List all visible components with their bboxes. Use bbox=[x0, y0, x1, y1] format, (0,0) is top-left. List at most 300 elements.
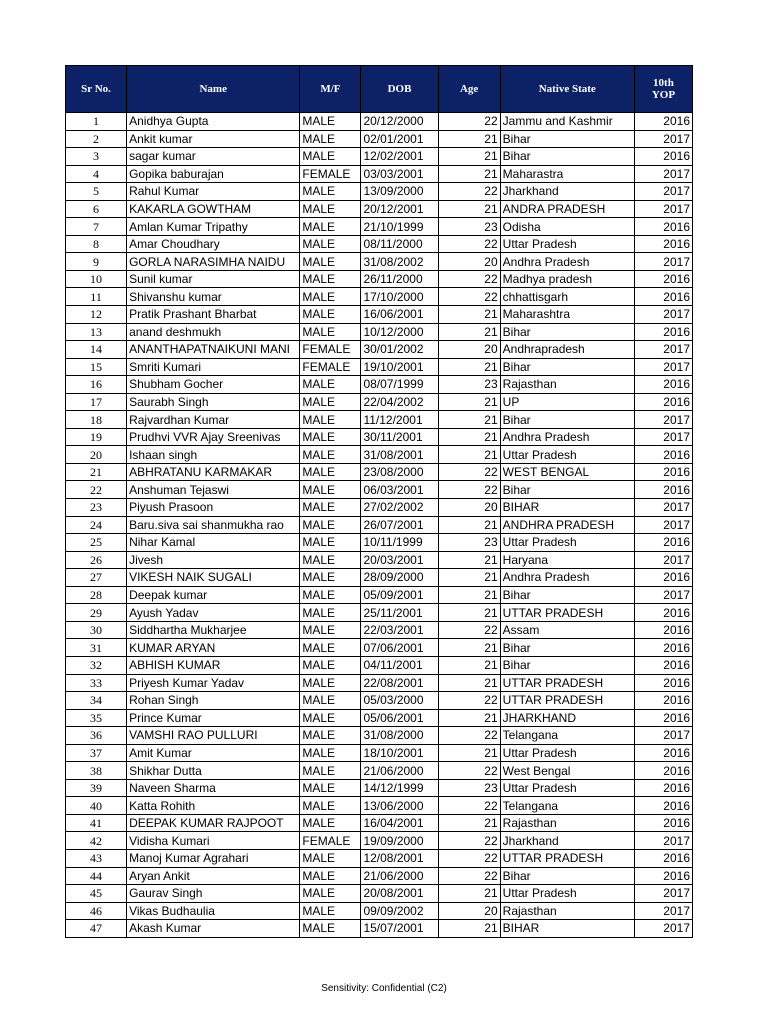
cell-sr-no: 7 bbox=[66, 218, 127, 236]
cell-name: Amlan Kumar Tripathy bbox=[127, 218, 300, 236]
cell-sr-no: 44 bbox=[66, 867, 127, 885]
table-row bbox=[66, 551, 693, 569]
cell-age: 21 bbox=[438, 200, 500, 218]
cell-sr-no: 35 bbox=[66, 709, 127, 727]
cell-yop: 2016 bbox=[634, 849, 692, 867]
cell-name: Shubham Gocher bbox=[127, 376, 300, 394]
cell-native-state: Assam bbox=[500, 621, 634, 639]
cell-sr-no: 25 bbox=[66, 534, 127, 552]
cell-name: Ankit kumar bbox=[127, 130, 300, 148]
cell-name: Jivesh bbox=[127, 551, 300, 569]
cell-gender: MALE bbox=[300, 639, 361, 657]
cell-native-state: Bihar bbox=[500, 586, 634, 604]
cell-yop: 2016 bbox=[634, 534, 692, 552]
cell-native-state: Bihar bbox=[500, 358, 634, 376]
cell-sr-no: 38 bbox=[66, 762, 127, 780]
cell-dob: 09/09/2002 bbox=[361, 902, 438, 920]
cell-yop: 2016 bbox=[634, 762, 692, 780]
cell-age: 22 bbox=[438, 849, 500, 867]
cell-gender: FEMALE bbox=[300, 341, 361, 359]
table-row bbox=[66, 218, 693, 236]
cell-name: ANANTHAPATNAIKUNI MANI bbox=[127, 341, 300, 359]
cell-gender: MALE bbox=[300, 235, 361, 253]
cell-yop: 2017 bbox=[634, 306, 692, 324]
cell-native-state: Rajasthan bbox=[500, 814, 634, 832]
cell-native-state: Madhya pradesh bbox=[500, 270, 634, 288]
cell-name: DEEPAK KUMAR RAJPOOT bbox=[127, 814, 300, 832]
cell-name: anand deshmukh bbox=[127, 323, 300, 341]
cell-sr-no: 3 bbox=[66, 148, 127, 166]
cell-yop: 2016 bbox=[634, 323, 692, 341]
table-row bbox=[66, 323, 693, 341]
table-row bbox=[66, 586, 693, 604]
cell-gender: MALE bbox=[300, 727, 361, 745]
cell-native-state: chhattisgarh bbox=[500, 288, 634, 306]
header-yop: 10th YOP bbox=[634, 66, 692, 113]
cell-sr-no: 17 bbox=[66, 393, 127, 411]
cell-age: 21 bbox=[438, 569, 500, 587]
cell-sr-no: 20 bbox=[66, 446, 127, 464]
cell-name: Rahul Kumar bbox=[127, 183, 300, 201]
table-row bbox=[66, 569, 693, 587]
cell-native-state: UTTAR PRADESH bbox=[500, 849, 634, 867]
cell-dob: 12/02/2001 bbox=[361, 148, 438, 166]
cell-gender: MALE bbox=[300, 130, 361, 148]
table-row bbox=[66, 358, 693, 376]
cell-sr-no: 28 bbox=[66, 586, 127, 604]
cell-dob: 27/02/2002 bbox=[361, 499, 438, 517]
cell-sr-no: 9 bbox=[66, 253, 127, 271]
cell-name: Piyush Prasoon bbox=[127, 499, 300, 517]
cell-age: 21 bbox=[438, 446, 500, 464]
cell-native-state: Bihar bbox=[500, 411, 634, 429]
cell-native-state: Bihar bbox=[500, 148, 634, 166]
cell-yop: 2017 bbox=[634, 499, 692, 517]
cell-age: 20 bbox=[438, 499, 500, 517]
cell-gender: MALE bbox=[300, 797, 361, 815]
cell-yop: 2017 bbox=[634, 130, 692, 148]
cell-age: 21 bbox=[438, 393, 500, 411]
table-row bbox=[66, 639, 693, 657]
cell-name: Pratik Prashant Bharbat bbox=[127, 306, 300, 324]
cell-sr-no: 30 bbox=[66, 621, 127, 639]
cell-yop: 2017 bbox=[634, 200, 692, 218]
cell-yop: 2016 bbox=[634, 604, 692, 622]
cell-sr-no: 42 bbox=[66, 832, 127, 850]
cell-gender: MALE bbox=[300, 481, 361, 499]
header-gender: M/F bbox=[300, 66, 361, 113]
cell-dob: 31/08/2002 bbox=[361, 253, 438, 271]
cell-sr-no: 47 bbox=[66, 920, 127, 938]
cell-age: 23 bbox=[438, 534, 500, 552]
cell-native-state: ANDRA PRADESH bbox=[500, 200, 634, 218]
cell-dob: 10/12/2000 bbox=[361, 323, 438, 341]
student-table bbox=[65, 65, 693, 938]
cell-name: Baru.siva sai shanmukha rao bbox=[127, 516, 300, 534]
cell-yop: 2016 bbox=[634, 692, 692, 710]
cell-dob: 28/09/2000 bbox=[361, 569, 438, 587]
cell-sr-no: 40 bbox=[66, 797, 127, 815]
cell-dob: 05/03/2000 bbox=[361, 692, 438, 710]
cell-gender: MALE bbox=[300, 604, 361, 622]
cell-age: 23 bbox=[438, 376, 500, 394]
cell-native-state: Andhra Pradesh bbox=[500, 569, 634, 587]
cell-dob: 22/03/2001 bbox=[361, 621, 438, 639]
cell-name: Shikhar Dutta bbox=[127, 762, 300, 780]
cell-native-state: WEST BENGAL bbox=[500, 463, 634, 481]
cell-gender: MALE bbox=[300, 709, 361, 727]
cell-dob: 22/04/2002 bbox=[361, 393, 438, 411]
cell-age: 22 bbox=[438, 288, 500, 306]
table-row bbox=[66, 885, 693, 903]
cell-sr-no: 43 bbox=[66, 849, 127, 867]
cell-dob: 18/10/2001 bbox=[361, 744, 438, 762]
cell-sr-no: 1 bbox=[66, 113, 127, 131]
cell-gender: MALE bbox=[300, 253, 361, 271]
cell-name: sagar kumar bbox=[127, 148, 300, 166]
cell-sr-no: 22 bbox=[66, 481, 127, 499]
table-row bbox=[66, 797, 693, 815]
cell-gender: MALE bbox=[300, 200, 361, 218]
cell-native-state: Uttar Pradesh bbox=[500, 885, 634, 903]
cell-native-state: Bihar bbox=[500, 867, 634, 885]
cell-name: Siddhartha Mukharjee bbox=[127, 621, 300, 639]
cell-dob: 08/07/1999 bbox=[361, 376, 438, 394]
cell-yop: 2016 bbox=[634, 674, 692, 692]
header-row bbox=[66, 66, 693, 113]
cell-native-state: BIHAR bbox=[500, 499, 634, 517]
cell-dob: 05/06/2001 bbox=[361, 709, 438, 727]
cell-yop: 2016 bbox=[634, 270, 692, 288]
cell-gender: MALE bbox=[300, 411, 361, 429]
header-sr-no: Sr No. bbox=[66, 66, 127, 113]
cell-name: KUMAR ARYAN bbox=[127, 639, 300, 657]
cell-sr-no: 4 bbox=[66, 165, 127, 183]
cell-yop: 2017 bbox=[634, 727, 692, 745]
cell-sr-no: 36 bbox=[66, 727, 127, 745]
cell-name: GORLA NARASIMHA NAIDU bbox=[127, 253, 300, 271]
cell-name: Akash Kumar bbox=[127, 920, 300, 938]
cell-name: Gaurav Singh bbox=[127, 885, 300, 903]
cell-native-state: Maharastra bbox=[500, 165, 634, 183]
table-row bbox=[66, 183, 693, 201]
cell-sr-no: 41 bbox=[66, 814, 127, 832]
cell-gender: FEMALE bbox=[300, 165, 361, 183]
cell-gender: MALE bbox=[300, 428, 361, 446]
cell-name: Deepak kumar bbox=[127, 586, 300, 604]
cell-yop: 2016 bbox=[634, 463, 692, 481]
cell-gender: MALE bbox=[300, 183, 361, 201]
cell-native-state: UTTAR PRADESH bbox=[500, 692, 634, 710]
cell-native-state: Odisha bbox=[500, 218, 634, 236]
cell-native-state: Bihar bbox=[500, 639, 634, 657]
cell-native-state: Andhrapradesh bbox=[500, 341, 634, 359]
cell-gender: MALE bbox=[300, 148, 361, 166]
cell-native-state: UTTAR PRADESH bbox=[500, 604, 634, 622]
table-row bbox=[66, 709, 693, 727]
table-row bbox=[66, 779, 693, 797]
cell-dob: 13/06/2000 bbox=[361, 797, 438, 815]
cell-age: 21 bbox=[438, 656, 500, 674]
cell-sr-no: 24 bbox=[66, 516, 127, 534]
table-row bbox=[66, 692, 693, 710]
cell-yop: 2016 bbox=[634, 867, 692, 885]
cell-name: Priyesh Kumar Yadav bbox=[127, 674, 300, 692]
cell-dob: 13/09/2000 bbox=[361, 183, 438, 201]
cell-name: Katta Rohith bbox=[127, 797, 300, 815]
cell-age: 21 bbox=[438, 920, 500, 938]
cell-sr-no: 31 bbox=[66, 639, 127, 657]
cell-yop: 2016 bbox=[634, 569, 692, 587]
cell-name: Amar Choudhary bbox=[127, 235, 300, 253]
cell-yop: 2016 bbox=[634, 814, 692, 832]
cell-native-state: Jharkhand bbox=[500, 183, 634, 201]
cell-sr-no: 6 bbox=[66, 200, 127, 218]
table-row bbox=[66, 902, 693, 920]
cell-dob: 21/06/2000 bbox=[361, 762, 438, 780]
cell-native-state: Jharkhand bbox=[500, 832, 634, 850]
table-row bbox=[66, 130, 693, 148]
cell-yop: 2016 bbox=[634, 709, 692, 727]
cell-age: 21 bbox=[438, 306, 500, 324]
cell-native-state: UTTAR PRADESH bbox=[500, 674, 634, 692]
cell-native-state: Uttar Pradesh bbox=[500, 446, 634, 464]
cell-name: Smriti Kumari bbox=[127, 358, 300, 376]
table-row bbox=[66, 920, 693, 938]
table-row bbox=[66, 534, 693, 552]
cell-sr-no: 13 bbox=[66, 323, 127, 341]
cell-dob: 26/07/2001 bbox=[361, 516, 438, 534]
cell-native-state: Telangana bbox=[500, 727, 634, 745]
cell-dob: 20/12/2000 bbox=[361, 113, 438, 131]
cell-gender: MALE bbox=[300, 218, 361, 236]
cell-gender: FEMALE bbox=[300, 358, 361, 376]
cell-age: 21 bbox=[438, 674, 500, 692]
cell-age: 23 bbox=[438, 779, 500, 797]
cell-native-state: Bihar bbox=[500, 323, 634, 341]
cell-native-state: Uttar Pradesh bbox=[500, 235, 634, 253]
cell-dob: 15/07/2001 bbox=[361, 920, 438, 938]
cell-yop: 2017 bbox=[634, 165, 692, 183]
cell-dob: 31/08/2001 bbox=[361, 446, 438, 464]
cell-yop: 2017 bbox=[634, 832, 692, 850]
cell-yop: 2017 bbox=[634, 586, 692, 604]
cell-dob: 26/11/2000 bbox=[361, 270, 438, 288]
table-row bbox=[66, 499, 693, 517]
cell-age: 23 bbox=[438, 218, 500, 236]
cell-dob: 25/11/2001 bbox=[361, 604, 438, 622]
table-row bbox=[66, 481, 693, 499]
table-row bbox=[66, 656, 693, 674]
cell-sr-no: 34 bbox=[66, 692, 127, 710]
cell-age: 20 bbox=[438, 902, 500, 920]
header-age: Age bbox=[438, 66, 500, 113]
cell-dob: 22/08/2001 bbox=[361, 674, 438, 692]
cell-sr-no: 23 bbox=[66, 499, 127, 517]
table-row bbox=[66, 428, 693, 446]
cell-dob: 23/08/2000 bbox=[361, 463, 438, 481]
cell-native-state: West Bengal bbox=[500, 762, 634, 780]
cell-age: 20 bbox=[438, 253, 500, 271]
cell-dob: 02/01/2001 bbox=[361, 130, 438, 148]
cell-name: Saurabh Singh bbox=[127, 393, 300, 411]
cell-age: 21 bbox=[438, 428, 500, 446]
cell-gender: MALE bbox=[300, 270, 361, 288]
cell-yop: 2016 bbox=[634, 621, 692, 639]
cell-age: 22 bbox=[438, 481, 500, 499]
cell-name: Vidisha Kumari bbox=[127, 832, 300, 850]
cell-age: 22 bbox=[438, 762, 500, 780]
cell-native-state: Jammu and Kashmir bbox=[500, 113, 634, 131]
cell-age: 21 bbox=[438, 814, 500, 832]
cell-sr-no: 16 bbox=[66, 376, 127, 394]
cell-sr-no: 27 bbox=[66, 569, 127, 587]
table-row bbox=[66, 814, 693, 832]
cell-sr-no: 45 bbox=[66, 885, 127, 903]
cell-dob: 17/10/2000 bbox=[361, 288, 438, 306]
cell-yop: 2017 bbox=[634, 885, 692, 903]
cell-dob: 20/08/2001 bbox=[361, 885, 438, 903]
table-row bbox=[66, 270, 693, 288]
cell-age: 21 bbox=[438, 165, 500, 183]
cell-gender: MALE bbox=[300, 288, 361, 306]
table-row bbox=[66, 253, 693, 271]
cell-sr-no: 39 bbox=[66, 779, 127, 797]
cell-name: Anidhya Gupta bbox=[127, 113, 300, 131]
sensitivity-footer: Sensitivity: Confidential (C2) bbox=[321, 983, 447, 994]
cell-name: Prudhvi VVR Ajay Sreenivas bbox=[127, 428, 300, 446]
cell-age: 22 bbox=[438, 463, 500, 481]
cell-name: Rajvardhan Kumar bbox=[127, 411, 300, 429]
table-row bbox=[66, 393, 693, 411]
cell-native-state: Maharashtra bbox=[500, 306, 634, 324]
cell-native-state: BIHAR bbox=[500, 920, 634, 938]
cell-yop: 2016 bbox=[634, 481, 692, 499]
cell-gender: MALE bbox=[300, 656, 361, 674]
cell-gender: FEMALE bbox=[300, 832, 361, 850]
cell-gender: MALE bbox=[300, 849, 361, 867]
cell-native-state: Uttar Pradesh bbox=[500, 534, 634, 552]
cell-yop: 2017 bbox=[634, 341, 692, 359]
cell-dob: 06/03/2001 bbox=[361, 481, 438, 499]
cell-name: KAKARLA GOWTHAM bbox=[127, 200, 300, 218]
table-row bbox=[66, 376, 693, 394]
table-row bbox=[66, 165, 693, 183]
cell-yop: 2017 bbox=[634, 551, 692, 569]
cell-gender: MALE bbox=[300, 674, 361, 692]
cell-gender: MALE bbox=[300, 376, 361, 394]
cell-age: 22 bbox=[438, 797, 500, 815]
table-row bbox=[66, 849, 693, 867]
header-name: Name bbox=[127, 66, 300, 113]
cell-gender: MALE bbox=[300, 885, 361, 903]
cell-gender: MALE bbox=[300, 569, 361, 587]
cell-age: 22 bbox=[438, 113, 500, 131]
table-row bbox=[66, 621, 693, 639]
cell-native-state: UP bbox=[500, 393, 634, 411]
cell-sr-no: 11 bbox=[66, 288, 127, 306]
cell-sr-no: 14 bbox=[66, 341, 127, 359]
cell-name: Shivanshu kumar bbox=[127, 288, 300, 306]
cell-gender: MALE bbox=[300, 551, 361, 569]
cell-age: 21 bbox=[438, 885, 500, 903]
cell-name: Anshuman Tejaswi bbox=[127, 481, 300, 499]
cell-native-state: Rajasthan bbox=[500, 902, 634, 920]
cell-name: VAMSHI RAO PULLURI bbox=[127, 727, 300, 745]
cell-name: Ishaan singh bbox=[127, 446, 300, 464]
cell-sr-no: 10 bbox=[66, 270, 127, 288]
cell-gender: MALE bbox=[300, 586, 361, 604]
cell-dob: 03/03/2001 bbox=[361, 165, 438, 183]
cell-name: Prince Kumar bbox=[127, 709, 300, 727]
cell-yop: 2016 bbox=[634, 656, 692, 674]
table-row bbox=[66, 867, 693, 885]
table-row bbox=[66, 744, 693, 762]
cell-yop: 2016 bbox=[634, 376, 692, 394]
table-row bbox=[66, 762, 693, 780]
cell-age: 20 bbox=[438, 341, 500, 359]
cell-age: 21 bbox=[438, 130, 500, 148]
cell-native-state: Andhra Pradesh bbox=[500, 253, 634, 271]
cell-dob: 16/04/2001 bbox=[361, 814, 438, 832]
table-row bbox=[66, 604, 693, 622]
cell-yop: 2017 bbox=[634, 428, 692, 446]
cell-age: 21 bbox=[438, 709, 500, 727]
cell-name: Amit Kumar bbox=[127, 744, 300, 762]
cell-sr-no: 2 bbox=[66, 130, 127, 148]
cell-dob: 08/11/2000 bbox=[361, 235, 438, 253]
cell-dob: 16/06/2001 bbox=[361, 306, 438, 324]
cell-native-state: Rajasthan bbox=[500, 376, 634, 394]
cell-sr-no: 33 bbox=[66, 674, 127, 692]
cell-native-state: Bihar bbox=[500, 481, 634, 499]
cell-gender: MALE bbox=[300, 920, 361, 938]
cell-yop: 2016 bbox=[634, 779, 692, 797]
cell-sr-no: 8 bbox=[66, 235, 127, 253]
cell-native-state: Haryana bbox=[500, 551, 634, 569]
cell-age: 21 bbox=[438, 516, 500, 534]
cell-age: 21 bbox=[438, 323, 500, 341]
cell-sr-no: 32 bbox=[66, 656, 127, 674]
cell-age: 21 bbox=[438, 586, 500, 604]
cell-name: Nihar Kamal bbox=[127, 534, 300, 552]
cell-dob: 30/01/2002 bbox=[361, 341, 438, 359]
cell-gender: MALE bbox=[300, 323, 361, 341]
cell-yop: 2016 bbox=[634, 446, 692, 464]
table-row bbox=[66, 727, 693, 745]
cell-yop: 2016 bbox=[634, 797, 692, 815]
cell-sr-no: 46 bbox=[66, 902, 127, 920]
cell-sr-no: 15 bbox=[66, 358, 127, 376]
cell-dob: 11/12/2001 bbox=[361, 411, 438, 429]
cell-yop: 2016 bbox=[634, 218, 692, 236]
cell-gender: MALE bbox=[300, 902, 361, 920]
cell-dob: 10/11/1999 bbox=[361, 534, 438, 552]
cell-name: Rohan Singh bbox=[127, 692, 300, 710]
cell-dob: 30/11/2001 bbox=[361, 428, 438, 446]
cell-gender: MALE bbox=[300, 306, 361, 324]
cell-sr-no: 26 bbox=[66, 551, 127, 569]
table-row bbox=[66, 674, 693, 692]
cell-sr-no: 12 bbox=[66, 306, 127, 324]
cell-age: 22 bbox=[438, 867, 500, 885]
table-row bbox=[66, 113, 693, 131]
cell-yop: 2016 bbox=[634, 235, 692, 253]
cell-yop: 2017 bbox=[634, 253, 692, 271]
cell-dob: 21/06/2000 bbox=[361, 867, 438, 885]
cell-gender: MALE bbox=[300, 762, 361, 780]
cell-age: 21 bbox=[438, 744, 500, 762]
